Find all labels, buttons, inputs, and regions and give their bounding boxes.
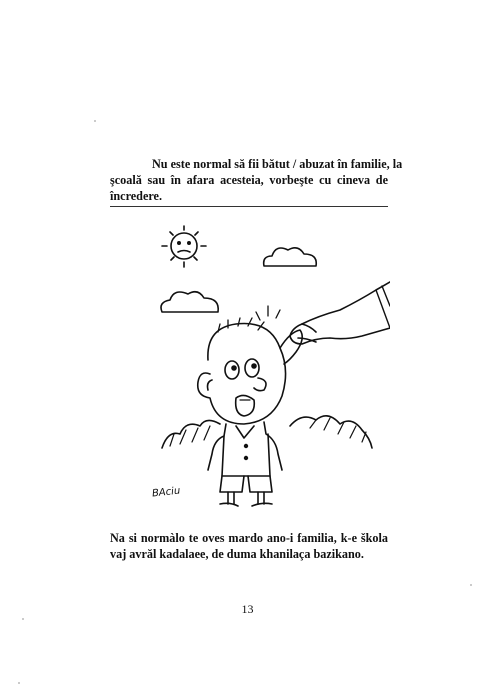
hand (290, 282, 390, 344)
paragraph-romani (110, 530, 388, 562)
cloud-icon (161, 292, 218, 312)
separator-line (110, 206, 388, 207)
paragraph-romanian (110, 156, 403, 204)
scan-speck (18, 682, 20, 684)
bushes (162, 416, 372, 448)
paragraph-line: Na si normàlo te oves mardo ano-i familia, k-e škola (110, 531, 388, 545)
paragraph-line: şcoală sau în afara acesteia, vorbeşte cu cineva de (110, 173, 388, 187)
cloud-icon (264, 248, 317, 266)
paragraph-line: vaj avrăl kadalaee, de duma khanilaça bazikano. (110, 547, 364, 561)
paragraph-line: Nu este normal să fii bătut / abuzat în familie, la (152, 157, 403, 171)
sun-icon (162, 226, 206, 267)
scan-speck (94, 120, 96, 122)
page-number: 13 (241, 602, 254, 616)
artist-signature: BAciu (151, 485, 181, 500)
paragraph-line: încredere. (110, 189, 163, 203)
scan-speck (470, 584, 472, 586)
cartoon-illustration (140, 220, 390, 510)
child-body (208, 422, 282, 506)
scan-speck (22, 618, 24, 620)
child-head (198, 318, 303, 424)
